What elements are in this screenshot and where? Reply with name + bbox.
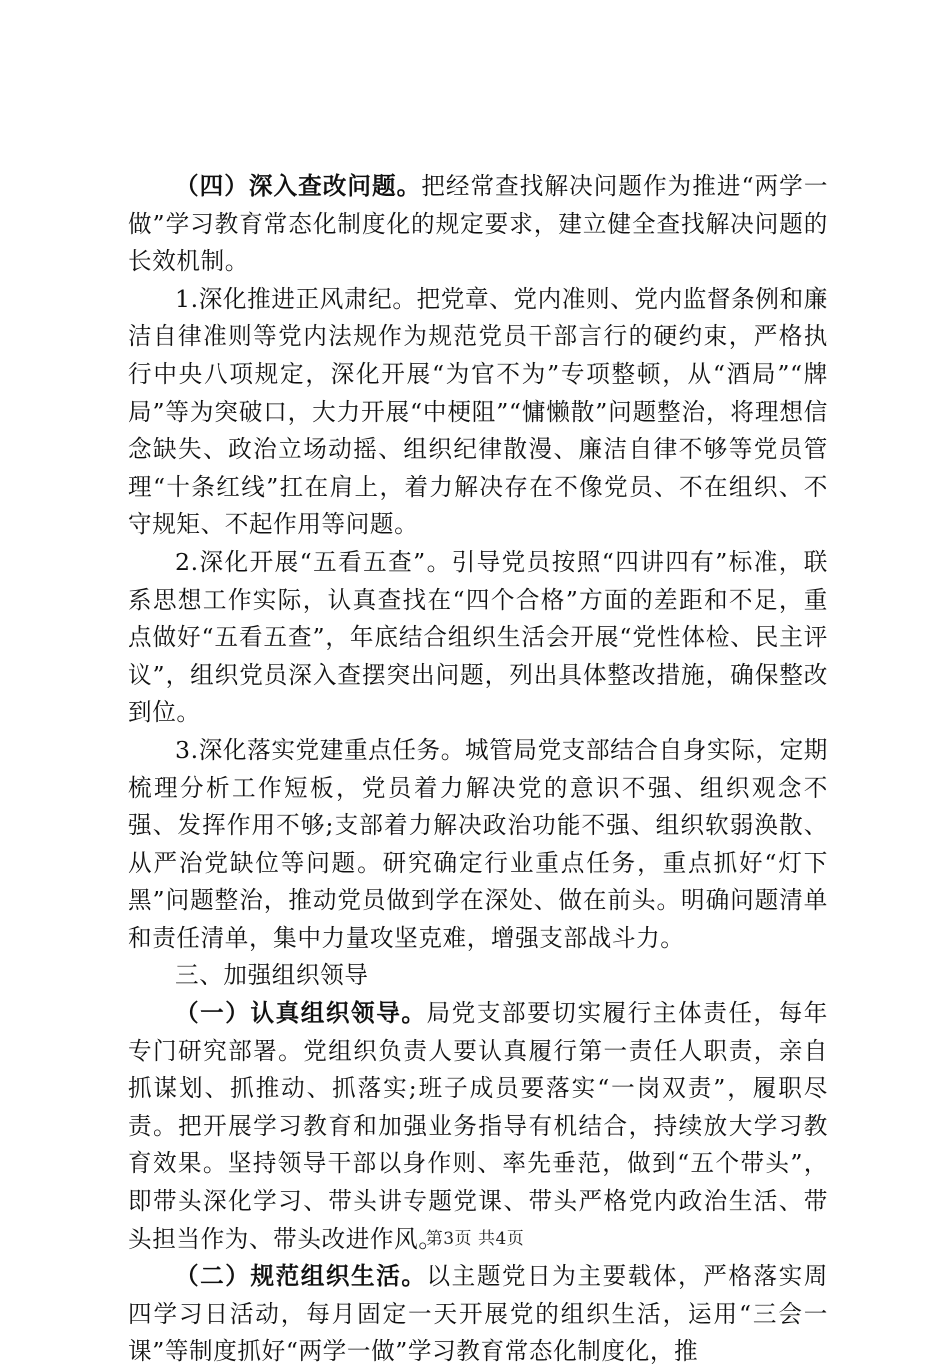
paragraph-text: 3.深化落实党建重点任务。城管局党支部结合自身实际，定期梳理分析工作短板，党员着力解决党的意识不强、组织观念不强、发挥作用不够;支部着力解决政治功能不强、组织软弱涣散、从严治党缺位等问题。研究确定行业重点任务，重点抓好“灯下黑”问题整治，推动党员做到学在深处、做在前头。明确问题清单和责任清单，集中力量攻坚克难，增强支部战斗力。 (128, 735, 828, 952)
section-heading-text: 三、加强组织领导 (175, 961, 369, 990)
paragraph-item-1 (128, 281, 828, 544)
paragraph-lead: （二）规范组织生活。 (175, 1262, 427, 1291)
document-body (128, 168, 828, 1371)
paragraph-text: 把经常查找解决问题作为推进“两学一做”学习教育常态化制度化的规定要求，建立健全查找解决问题的长效机制。 (128, 172, 829, 276)
paragraph-text: 2.深化开展“五看五查”。引导党员按照“四讲四有”标准，联系思想工作实际，认真查找在“四个合格”方面的差距和不足，重点做好“五看五查”，年底结合组织生活会开展“党性体检、民主评议”，组织党员深入查摆突出问题，列出具体整改措施，确保整改到位。 (128, 547, 828, 727)
paragraph-subsection-2 (128, 1258, 828, 1371)
paragraph-text: 以主题党日为主要载体，严格落实周四学习日活动，每月固定一天开展党的组织生活，运用“三会一课”等制度抓好“两学一做”学习教育常态化制度化，推 (128, 1262, 829, 1366)
paragraph-text: 1.深化推进正风肃纪。把党章、党内准则、党内监督条例和廉洁自律准则等党内法规作为规范党员干部言行的硬约束，严格执行中央八项规定，深化开展“为官不为”专项整顿，从“酒局”“牌局”等为突破口，大力开展“中梗阻”“慵懒散”问题整治，将理想信念缺失、政治立场动摇、组织纪律散漫、廉洁自律不够等党员管理“十条红线”扛在肩上，着力解决存在不像党员、不在组织、不守规矩、不起作用等问题。 (128, 284, 828, 539)
paragraph-subsection-1 (128, 995, 828, 1258)
paragraph-item-2 (128, 544, 828, 732)
paragraph-lead: （四）深入查改问题。 (175, 172, 422, 200)
paragraph-lead: （一）认真组织领导。 (175, 999, 427, 1028)
page-number: 第3页 共4页 (425, 1229, 525, 1249)
paragraph-text: 局党支部要切实履行主体责任，每年专门研究部署。党组织负责人要认真履行第一责任人职责，亲自抓谋划、抓推动、抓落实;班子成员要落实“一岗双责”，履职尽责。把开展学习教育和加强业务指导有机结合，持续放大学习教育效果。坚持领导干部以身作则、率先垂范，做到“五个带头”，即带头深化学习、带头讲专题党课、带头严格党内政治生活、带头担当作为、带头改进作风。 (128, 999, 829, 1253)
paragraph-item-3 (128, 732, 828, 958)
section-heading (128, 957, 828, 995)
paragraph-section-4 (128, 168, 828, 281)
page-footer (0, 1224, 950, 1249)
